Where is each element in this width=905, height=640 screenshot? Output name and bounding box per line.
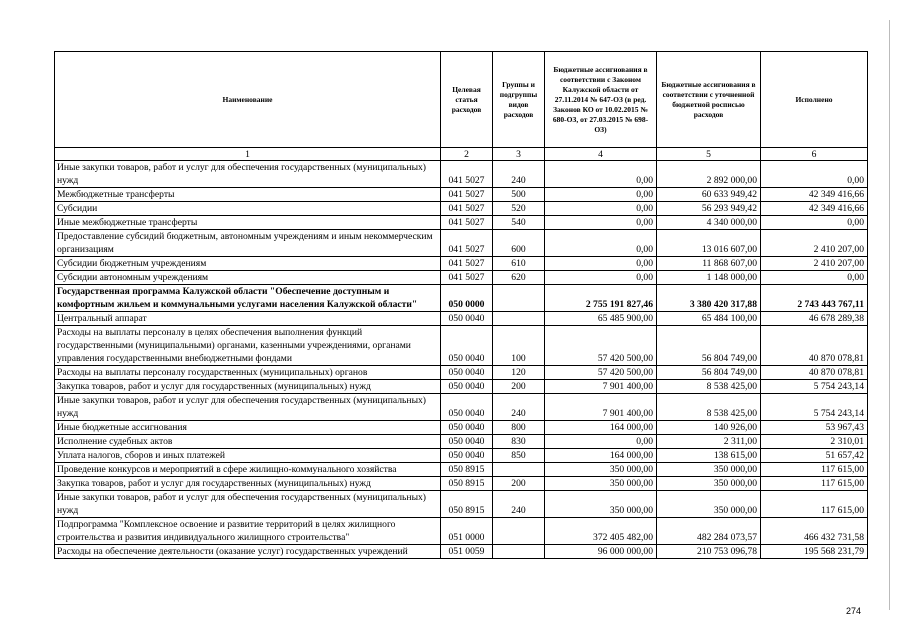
row-target-article: 050 0040 [441,366,493,380]
table-row [55,380,868,394]
column-number: 3 [493,148,545,161]
row-refined-amount: 350 000,00 [657,477,761,491]
table-row [55,326,868,366]
row-name: Субсидии бюджетным учреждениям [55,257,441,271]
row-target-article: 050 0040 [441,326,493,366]
row-name: Проведение конкурсов и мероприятий в сфере жилищно-коммунального хозяйства [55,463,441,477]
table-row [55,518,868,545]
column-number: 2 [441,148,493,161]
row-executed-amount: 42 349 416,66 [761,202,868,216]
header-law-appropriations: Бюджетные ассигнования в соответствии с Законом Калужской области от 27.11.2014 № 647-ОЗ (в ред. Законов КО от 10.02.2015 № 680-ОЗ, от 27.03.2015 № 698-ОЗ) [545,52,657,148]
row-refined-amount: 56 804 749,00 [657,366,761,380]
header-row [55,52,868,148]
row-target-article: 050 0040 [441,394,493,421]
row-name: Расходы на выплаты персоналу в целях обеспечения выполнения функций государственными (муниципальными) органами, казенными учреждениями, органами управления государственными внебюджетными фондами [55,326,441,366]
row-expense-group [493,463,545,477]
row-law-amount: 164 000,00 [545,449,657,463]
row-name: Подпрограмма "Комплексное освоение и развитие территорий в целях жилищного строительства и развития индивидуального жилищного строительства" [55,518,441,545]
page-number: 274 [846,606,862,616]
column-number: 4 [545,148,657,161]
row-law-amount: 372 405 482,00 [545,518,657,545]
row-target-article: 050 0000 [441,285,493,312]
row-expense-group: 100 [493,326,545,366]
row-executed-amount: 46 678 289,38 [761,312,868,326]
row-law-amount: 0,00 [545,257,657,271]
row-executed-amount: 51 657,42 [761,449,868,463]
row-executed-amount: 40 870 078,81 [761,366,868,380]
budget-table [54,51,868,559]
column-number: 1 [55,148,441,161]
row-target-article: 050 0040 [441,380,493,394]
column-number: 5 [657,148,761,161]
row-target-article: 051 0000 [441,518,493,545]
row-name: Расходы на обеспечение деятельности (оказание услуг) государственных учреждений [55,545,441,559]
table-row [55,421,868,435]
table-row [55,477,868,491]
row-refined-amount: 3 380 420 317,88 [657,285,761,312]
row-law-amount: 57 420 500,00 [545,326,657,366]
row-name: Закупка товаров, работ и услуг для государственных (муниципальных) нужд [55,380,441,394]
row-name: Субсидии [55,202,441,216]
table-row [55,202,868,216]
row-executed-amount: 42 349 416,66 [761,188,868,202]
row-target-article: 041 5027 [441,188,493,202]
row-target-article: 050 8915 [441,477,493,491]
header-name: Наименование [55,52,441,148]
row-expense-group: 200 [493,477,545,491]
row-expense-group: 240 [493,161,545,188]
row-name: Иные закупки товаров, работ и услуг для обеспечения государственных (муниципальных) нужд [55,491,441,518]
row-executed-amount: 117 615,00 [761,477,868,491]
row-law-amount: 96 000 000,00 [545,545,657,559]
row-executed-amount: 2 310,01 [761,435,868,449]
row-refined-amount: 140 926,00 [657,421,761,435]
row-expense-group: 240 [493,394,545,421]
row-law-amount: 2 755 191 827,46 [545,285,657,312]
row-refined-amount: 2 311,00 [657,435,761,449]
column-number: 6 [761,148,868,161]
row-law-amount: 0,00 [545,188,657,202]
row-name: Закупка товаров, работ и услуг для государственных (муниципальных) нужд [55,477,441,491]
row-name: Субсидии автономным учреждениям [55,271,441,285]
row-refined-amount: 350 000,00 [657,491,761,518]
row-target-article: 041 5027 [441,161,493,188]
row-law-amount: 350 000,00 [545,477,657,491]
header-refined-appropriations: Бюджетные ассигнования в соответствии с уточненной бюджетной росписью расходов [657,52,761,148]
table-row [55,312,868,326]
row-law-amount: 350 000,00 [545,491,657,518]
row-target-article: 050 0040 [441,312,493,326]
row-target-article: 050 8915 [441,463,493,477]
row-law-amount: 0,00 [545,230,657,257]
row-refined-amount: 8 538 425,00 [657,394,761,421]
row-executed-amount: 5 754 243,14 [761,380,868,394]
row-target-article: 050 0040 [441,421,493,435]
row-executed-amount: 117 615,00 [761,463,868,477]
row-law-amount: 0,00 [545,202,657,216]
row-target-article: 041 5027 [441,230,493,257]
row-law-amount: 7 901 400,00 [545,380,657,394]
row-expense-group [493,312,545,326]
row-name: Иные бюджетные ассигнования [55,421,441,435]
table-row [55,188,868,202]
row-name: Центральный аппарат [55,312,441,326]
row-law-amount: 164 000,00 [545,421,657,435]
header-target-article: Целевая статья расходов [441,52,493,148]
row-expense-group: 500 [493,188,545,202]
row-executed-amount: 195 568 231,79 [761,545,868,559]
row-name: Расходы на выплаты персоналу государственных (муниципальных) органов [55,366,441,380]
page-edge-line [889,20,890,610]
header-expense-groups: Группы и подгруппы видов расходов [493,52,545,148]
row-law-amount: 350 000,00 [545,463,657,477]
column-number-row [55,148,868,161]
table-row [55,216,868,230]
row-law-amount: 57 420 500,00 [545,366,657,380]
row-refined-amount: 138 615,00 [657,449,761,463]
row-refined-amount: 350 000,00 [657,463,761,477]
row-expense-group: 620 [493,271,545,285]
row-law-amount: 0,00 [545,216,657,230]
row-expense-group: 540 [493,216,545,230]
row-name: Иные межбюджетные трансферты [55,216,441,230]
row-expense-group: 800 [493,421,545,435]
row-executed-amount: 2 743 443 767,11 [761,285,868,312]
table-row [55,285,868,312]
row-target-article: 051 0059 [441,545,493,559]
row-expense-group [493,285,545,312]
row-target-article: 041 5027 [441,202,493,216]
row-expense-group [493,518,545,545]
row-refined-amount: 210 753 096,78 [657,545,761,559]
row-expense-group: 850 [493,449,545,463]
row-law-amount: 65 485 900,00 [545,312,657,326]
row-name: Межбюджетные трансферты [55,188,441,202]
row-name: Государственная программа Калужской области "Обеспечение доступным и комфортным жильем и коммунальными услугами населения Калужской области" [55,285,441,312]
row-executed-amount: 53 967,43 [761,421,868,435]
row-executed-amount: 0,00 [761,161,868,188]
table-row [55,435,868,449]
row-refined-amount: 8 538 425,00 [657,380,761,394]
row-law-amount: 7 901 400,00 [545,394,657,421]
row-executed-amount: 5 754 243,14 [761,394,868,421]
row-law-amount: 0,00 [545,271,657,285]
table-row [55,545,868,559]
row-law-amount: 0,00 [545,161,657,188]
row-expense-group: 830 [493,435,545,449]
header-executed: Исполнено [761,52,868,148]
row-target-article: 041 5027 [441,257,493,271]
row-target-article: 050 8915 [441,491,493,518]
row-expense-group: 200 [493,380,545,394]
row-refined-amount: 60 633 949,42 [657,188,761,202]
row-name: Уплата налогов, сборов и иных платежей [55,449,441,463]
row-expense-group: 600 [493,230,545,257]
row-refined-amount: 56 293 949,42 [657,202,761,216]
row-refined-amount: 2 892 000,00 [657,161,761,188]
row-refined-amount: 4 340 000,00 [657,216,761,230]
row-executed-amount: 40 870 078,81 [761,326,868,366]
row-target-article: 041 5027 [441,271,493,285]
row-target-article: 041 5027 [441,216,493,230]
row-refined-amount: 1 148 000,00 [657,271,761,285]
row-name: Предоставление субсидий бюджетным, автономным учреждениям и иным некоммерческим организациям [55,230,441,257]
row-refined-amount: 11 868 607,00 [657,257,761,271]
row-target-article: 050 0040 [441,449,493,463]
row-target-article: 050 0040 [441,435,493,449]
table-row [55,271,868,285]
row-refined-amount: 482 284 073,57 [657,518,761,545]
row-name: Иные закупки товаров, работ и услуг для обеспечения государственных (муниципальных) нужд [55,161,441,188]
row-expense-group: 520 [493,202,545,216]
row-executed-amount: 2 410 207,00 [761,257,868,271]
table-row [55,366,868,380]
row-refined-amount: 13 016 607,00 [657,230,761,257]
row-name: Исполнение судебных актов [55,435,441,449]
table-row [55,230,868,257]
row-refined-amount: 65 484 100,00 [657,312,761,326]
table-row [55,161,868,188]
table-row [55,463,868,477]
table-row [55,491,868,518]
table-row [55,257,868,271]
row-executed-amount: 466 432 731,58 [761,518,868,545]
row-executed-amount: 0,00 [761,216,868,230]
row-executed-amount: 117 615,00 [761,491,868,518]
row-executed-amount: 0,00 [761,271,868,285]
row-law-amount: 0,00 [545,435,657,449]
row-expense-group [493,545,545,559]
row-expense-group: 240 [493,491,545,518]
table-row [55,449,868,463]
table-row [55,394,868,421]
row-executed-amount: 2 410 207,00 [761,230,868,257]
row-name: Иные закупки товаров, работ и услуг для обеспечения государственных (муниципальных) нужд [55,394,441,421]
row-refined-amount: 56 804 749,00 [657,326,761,366]
row-expense-group: 120 [493,366,545,380]
row-expense-group: 610 [493,257,545,271]
